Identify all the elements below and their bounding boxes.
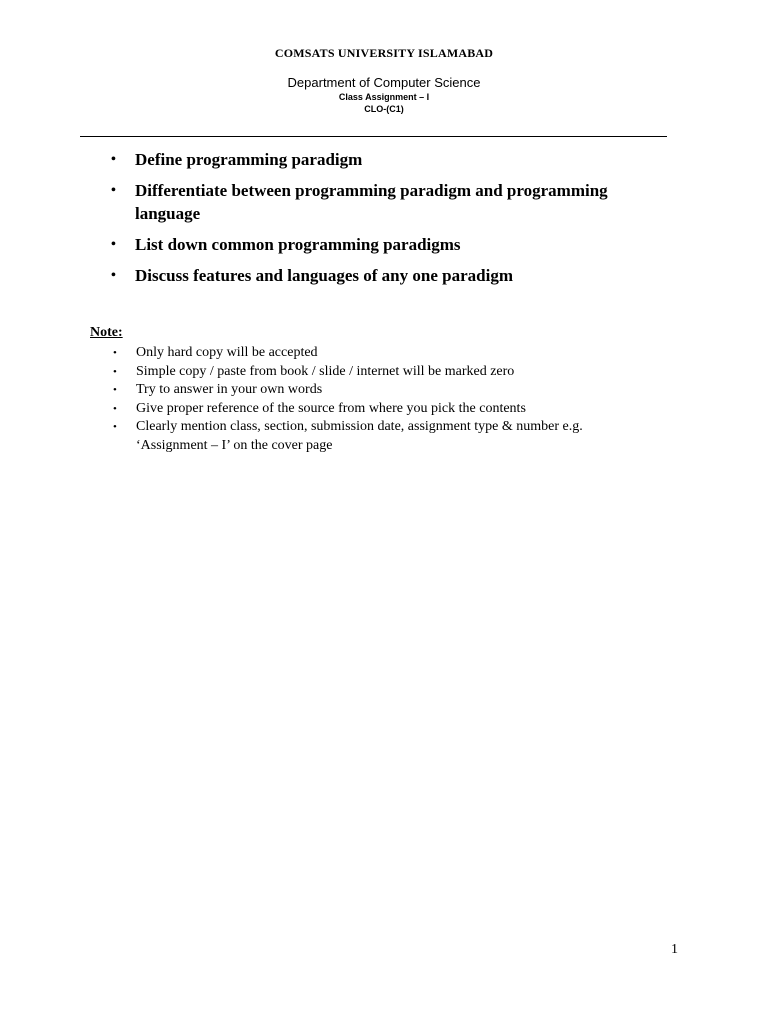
note-item <box>110 418 650 455</box>
question-text: Define programming paradigm <box>135 150 363 169</box>
question-item <box>108 179 648 225</box>
question-text: Differentiate between programming paradigm and programming language <box>135 181 608 223</box>
bullet-icon: • <box>111 268 116 283</box>
clo-label: CLO-(C1) <box>364 104 404 114</box>
bullet-icon: • <box>111 152 116 167</box>
note-item <box>110 381 650 400</box>
note-label: Note: <box>90 325 123 340</box>
note-item <box>110 400 650 419</box>
note-text: Simple copy / paste from book / slide / internet will be marked zero <box>136 363 515 379</box>
assignment-title: Class Assignment – I <box>338 92 430 102</box>
note-item <box>110 363 650 382</box>
bullet-icon: • <box>113 384 117 397</box>
question-text: Discuss features and languages of any one paradigm <box>135 266 513 285</box>
bullet-icon: • <box>113 421 117 434</box>
note-text: Only hard copy will be accepted <box>136 345 318 360</box>
question-text: List down common programming paradigms <box>135 235 461 254</box>
page-number: 1 <box>671 942 678 957</box>
note-text: Give proper reference of the source from where you pick the contents <box>136 400 526 416</box>
note-item <box>110 344 650 363</box>
bullet-icon: • <box>111 237 116 252</box>
note-list <box>110 344 650 456</box>
question-item <box>108 264 648 287</box>
bullet-icon: • <box>113 365 117 378</box>
bullet-icon: • <box>113 402 117 415</box>
department-name: Department of Computer Science <box>287 75 481 90</box>
question-list <box>108 148 648 295</box>
question-item <box>108 148 648 171</box>
header-divider <box>80 136 667 137</box>
note-text: Clearly mention class, section, submission date, assignment type & number e.g. ‘Assignment – I’ on the cover page <box>136 419 583 453</box>
question-item <box>108 233 648 256</box>
note-text: Try to answer in your own words <box>136 382 323 398</box>
bullet-icon: • <box>111 183 116 198</box>
bullet-icon: • <box>113 347 117 359</box>
university-title: COMSATS UNIVERSITY ISLAMABAD <box>274 46 494 60</box>
